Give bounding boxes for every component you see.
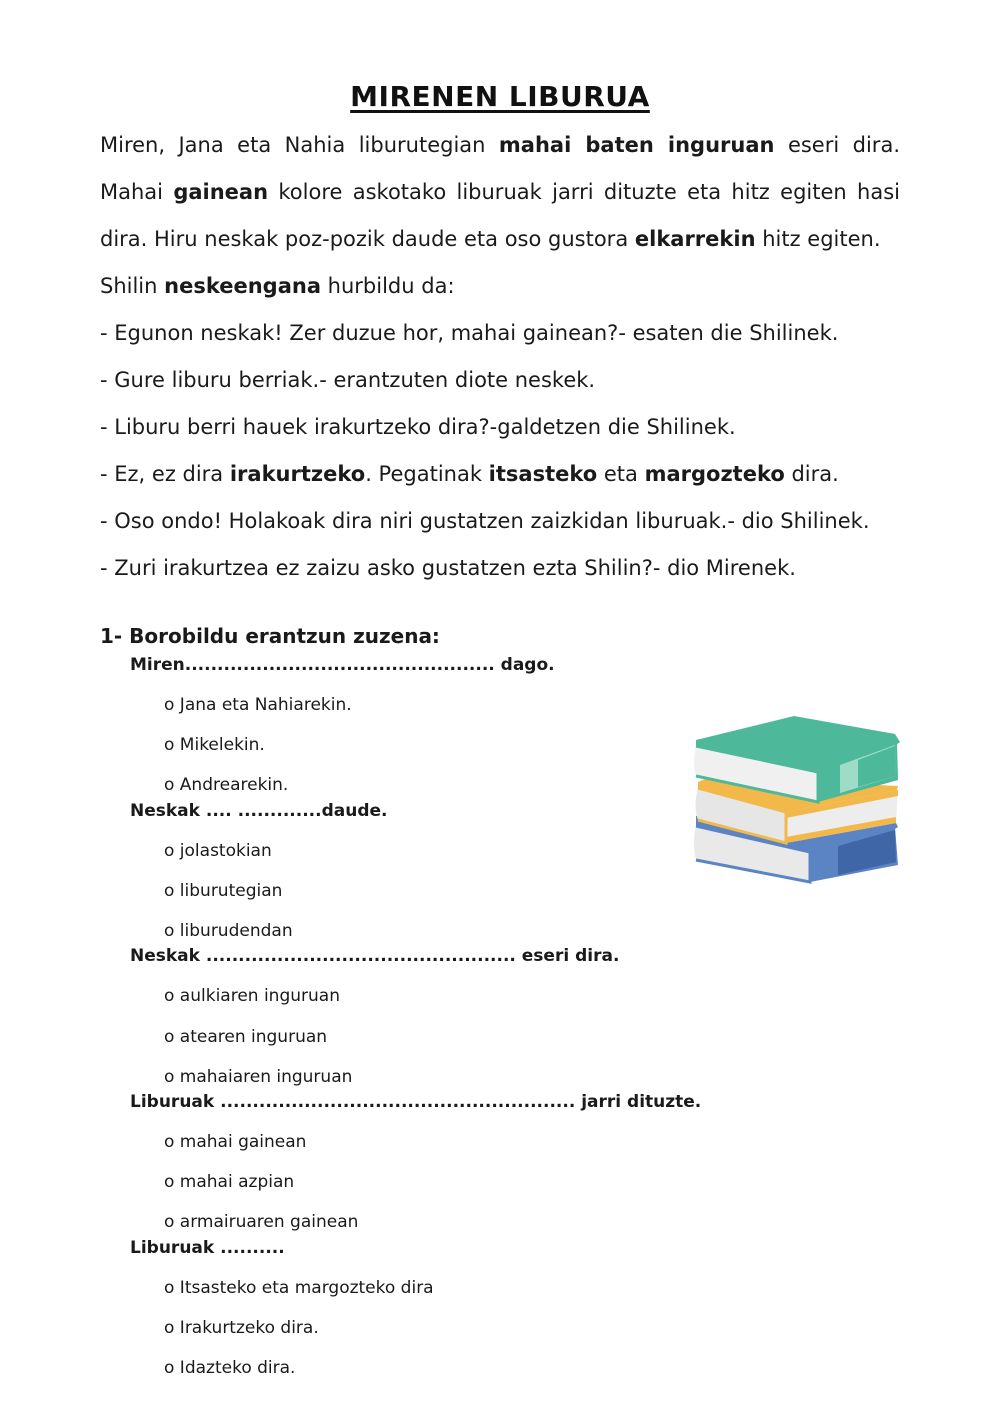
exercise-title: 1- Borobildu erantzun zuzena: (100, 624, 440, 648)
question-1-option-3[interactable]: o Andrearekin. (164, 775, 289, 795)
stack-of-books-icon (690, 710, 902, 888)
dialogue-line-2: - Gure liburu berriak.- erantzuten diote neskek. (100, 368, 596, 392)
question-5-option-2[interactable]: o Irakurtzeko dira. (164, 1318, 319, 1338)
question-2-prompt: Neskak .... .............daude. (130, 801, 388, 821)
question-4-prompt: Liburuak ....................................................... jarri dituzte. (130, 1092, 702, 1112)
question-1-option-1[interactable]: o Jana eta Nahiarekin. (164, 695, 352, 715)
question-4-option-3[interactable]: o armairuaren gainean (164, 1212, 359, 1232)
question-3-option-2[interactable]: o atearen inguruan (164, 1027, 328, 1047)
dialogue-line-1: - Egunon neskak! Zer duzue hor, mahai gainean?- esaten die Shilinek. (100, 321, 839, 345)
question-1-option-2[interactable]: o Mikelekin. (164, 735, 265, 755)
dialogue-line-3: - Liburu berri hauek irakurtzeko dira?-galdetzen die Shilinek. (100, 415, 736, 439)
question-5-prompt: Liburuak .......... (130, 1238, 285, 1258)
question-4-option-1[interactable]: o mahai gainean (164, 1132, 307, 1152)
page-title: MIRENEN LIBURUA (350, 80, 650, 113)
story-paragraph-1: Miren, Jana eta Nahia liburutegian mahai baten inguruan eseri dira. Mahai gainean kolore askotako liburuak jarri dituzte eta hitz egiten hasi dira. Hiru neskak poz-pozik daude eta oso gustora elkarrekin hitz egiten. (100, 133, 900, 251)
question-3-prompt: Neskak ................................................ eseri dira. (130, 946, 620, 966)
question-1-prompt: Miren................................................ dago. (130, 655, 555, 675)
question-5-option-1[interactable]: o Itsasteko eta margozteko dira (164, 1278, 434, 1298)
question-4-option-2[interactable]: o mahai azpian (164, 1172, 295, 1192)
story-text (100, 122, 900, 592)
question-2-option-3[interactable]: o liburudendan (164, 921, 293, 941)
story-paragraph-2: Shilin neskeengana hurbildu da: (100, 274, 455, 298)
dialogue-line-5: - Oso ondo! Holakoak dira niri gustatzen zaizkidan liburuak.- dio Shilinek. (100, 509, 870, 533)
question-3-option-1[interactable]: o aulkiaren inguruan (164, 986, 340, 1006)
question-2-option-1[interactable]: o jolastokian (164, 841, 272, 861)
question-3-option-3[interactable]: o mahaiaren inguruan (164, 1067, 353, 1087)
question-5-option-3[interactable]: o Idazteko dira. (164, 1358, 296, 1378)
question-2-option-2[interactable]: o liburutegian (164, 881, 283, 901)
dialogue-line-4: - Ez, ez dira irakurtzeko. Pegatinak itsasteko eta margozteko dira. (100, 462, 839, 486)
dialogue-line-6: - Zuri irakurtzea ez zaizu asko gustatzen ezta Shilin?- dio Mirenek. (100, 556, 796, 580)
